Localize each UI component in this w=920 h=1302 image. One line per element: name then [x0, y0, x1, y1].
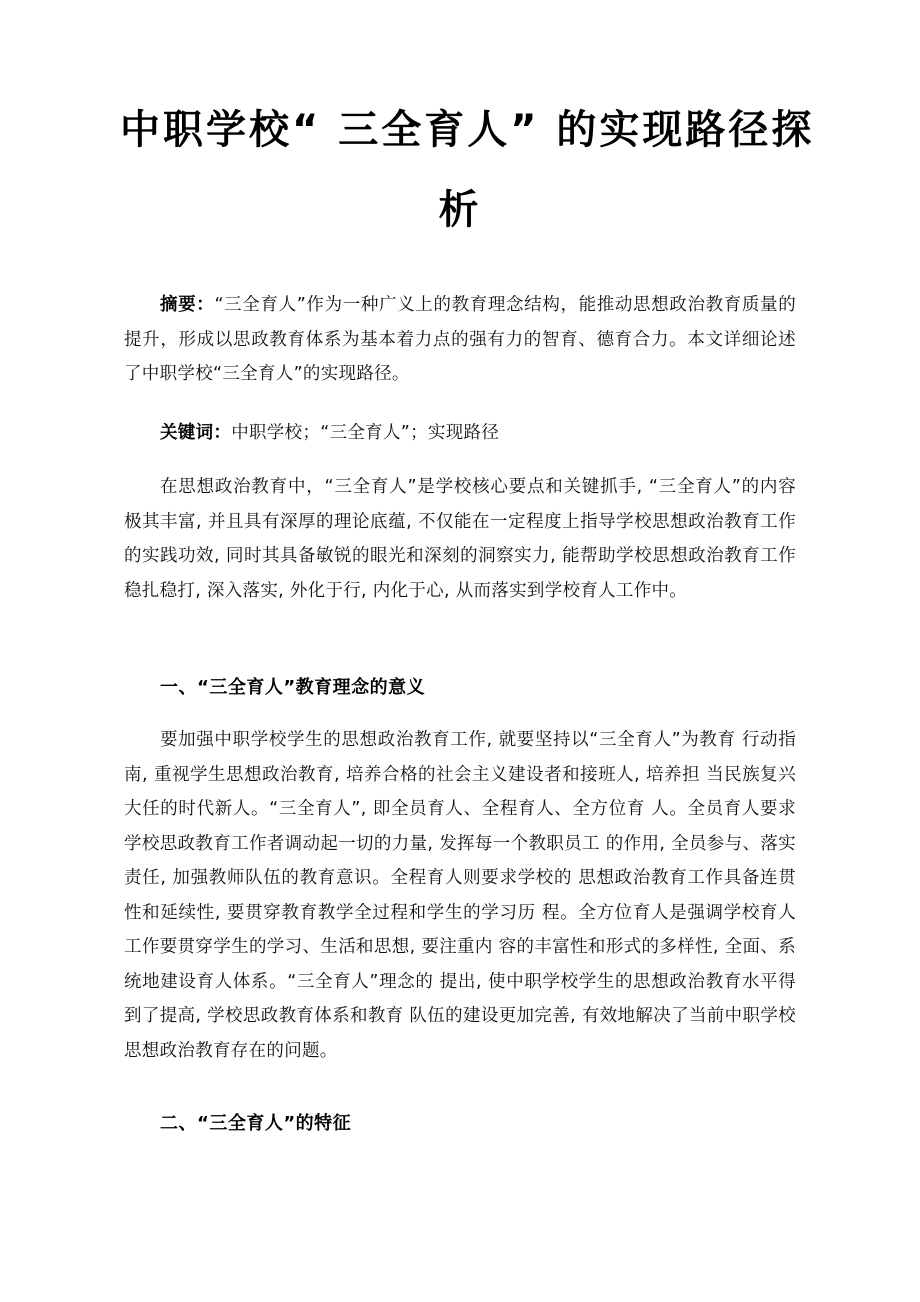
section-2-heading: 二、“三全育人”的特征 [160, 1113, 352, 1134]
abstract-paragraph [124, 288, 796, 392]
section-1-heading: 一、“三全育人”教育理念的意义 [160, 677, 426, 698]
abstract-label: 摘要： [160, 295, 215, 315]
abstract-text: “三全育人”作为一种广义上的教育理念结构，能推动思想政治教育质量的提升，形成以思政教育体系为基本着力点的强有力的智育、德育合力。本文详细论述了中职学校“三全育人”的实现路径。 [124, 295, 796, 384]
document-title-line-1: 中职学校“ 三全育人” 的实现路径探 [120, 107, 815, 153]
keywords-label: 关键词： [160, 423, 232, 443]
intro-paragraph: 在思想政治教育中，“三全育人”是学校核心要点和关键抓手, “三全育人”的内容极其丰富, 并且具有深厚的理论底蕴, 不仅能在一定程度上指导学校思想政治教育工作的实践功效, 同时其具备敏锐的眼光和深刻的洞察实力, 能帮助学校思想政治教育工作稳扎稳打, 深入落实, 外化于行, 内化于心, 从而落实到学校育人工作中。 [124, 477, 796, 601]
section-1-paragraph: 要加强中职学校学生的思想政治教育工作, 就要坚持以“三全育人”为教育 行动指南, 重视学生思想政治教育, 培养合格的社会主义建设者和接班人, 培养担 当民族复兴大任的时代新人。“三全育人”, 即全员育人、全程育人、全方位育 人。全员育人要求学校思政教育工作者调动起一切的力量, 发挥每一个教职员工 的作用, 全员参与、落实责任, 加强教师队伍的教育意识。全程育人则要求学校的 思想政治教育工作具备连贯性和延续性, 要贯穿教育教学全过程和学生的学习历 程。全方位育人是强调学校育人工作要贯穿学生的学习、生活和思想, 要注重内 容的丰富性和形式的多样性, 全面、系统地建设育人体系。“三全育人”理念的 提出, 使中职学校学生的思想政治教育水平得到了提高, 学校思政教育体系和教育 队伍的建设更加完善, 有效地解决了当前中职学校思想政治教育存在的问题。 [124, 730, 796, 1061]
keywords-text: 中职学校；“三全育人”；实现路径 [231, 423, 500, 443]
document-title-line-2: 析 [438, 187, 482, 233]
keywords-paragraph [124, 416, 796, 451]
